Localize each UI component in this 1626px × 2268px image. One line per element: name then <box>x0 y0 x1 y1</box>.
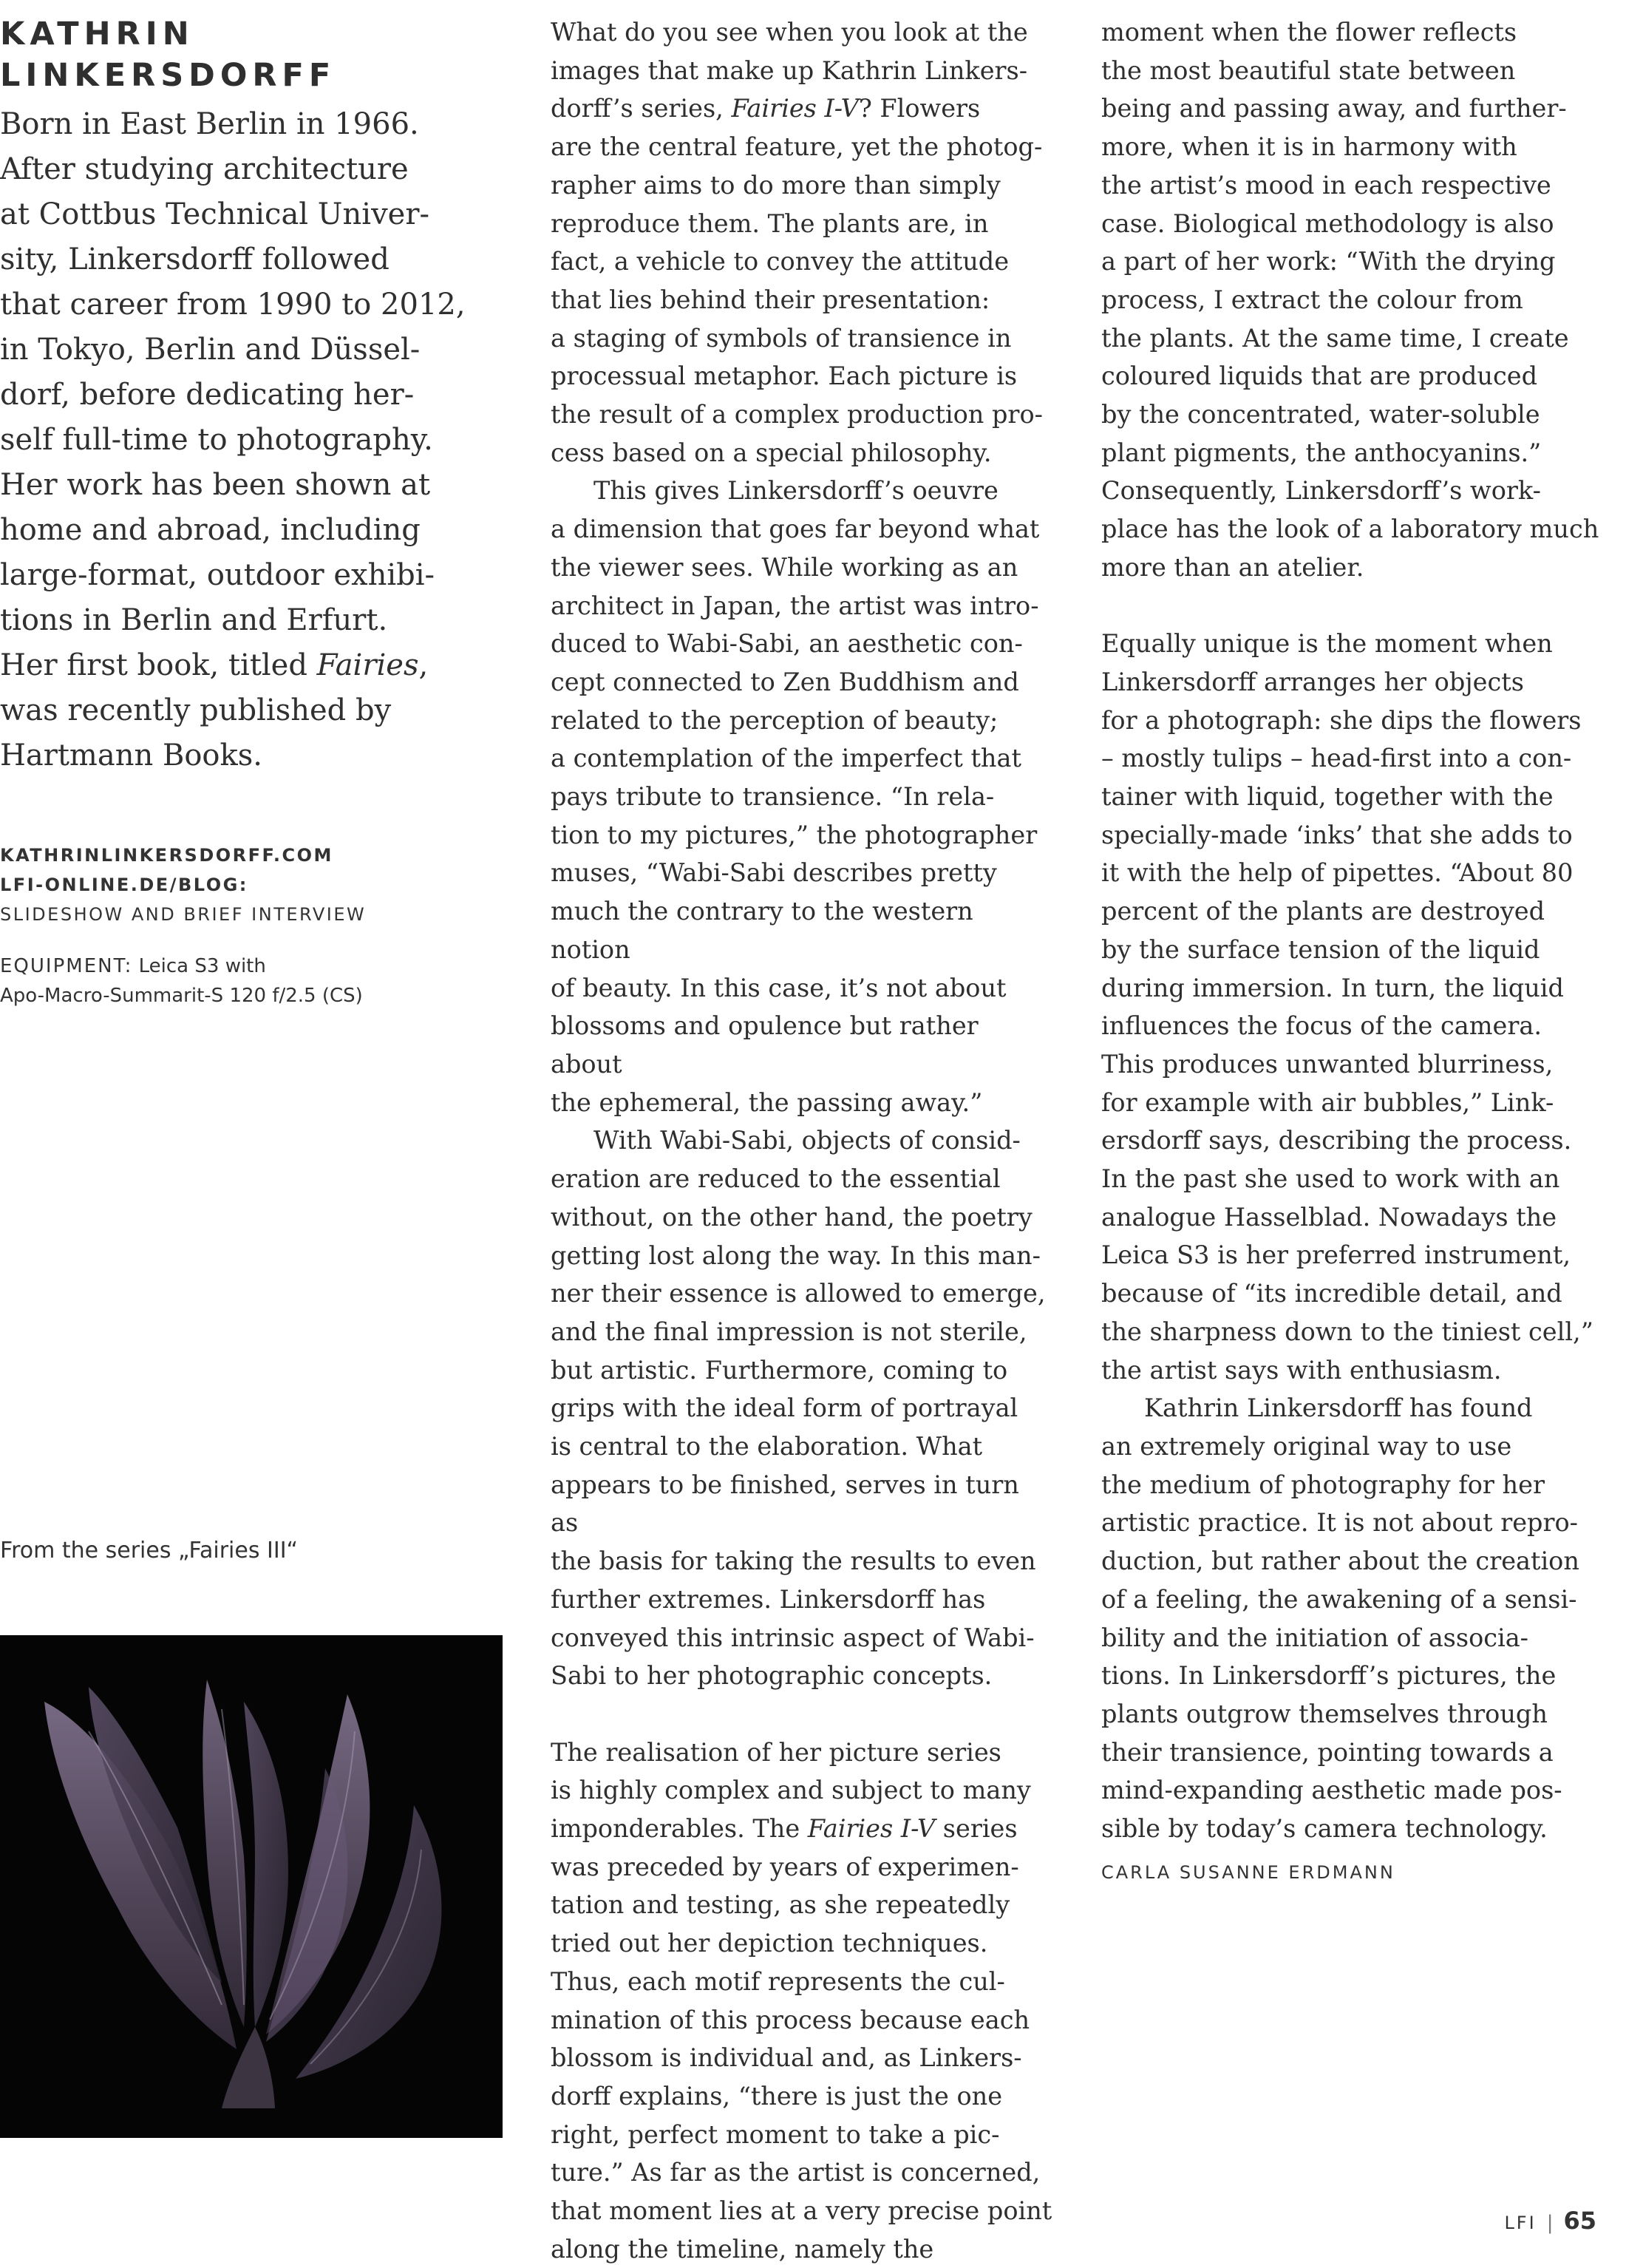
artist-bio <box>0 102 488 778</box>
text-line: an extremely original way to use <box>1101 1432 1512 1461</box>
text-line: the sharpness down to the tiniest cell,” <box>1101 1317 1593 1346</box>
text-line: architect in Japan, the artist was intro- <box>551 591 1039 620</box>
bio-line: at Cottbus Technical Univer- <box>0 197 429 231</box>
text-line: In the past she used to work with an <box>1101 1164 1560 1194</box>
text-line: it with the help of pipettes. “About 80 <box>1101 858 1574 888</box>
text-line: tion to my pictures,” the photographer <box>551 820 1038 849</box>
text-line: bility and the initiation of associa- <box>1101 1623 1529 1652</box>
text-line: artistic practice. It is not about repro- <box>1101 1508 1579 1538</box>
text-line: series <box>935 1814 1018 1844</box>
text-line: blossom is individual and, as Linkers- <box>551 2043 1022 2073</box>
text-line: for example with air bubbles,” Link- <box>1101 1087 1554 1117</box>
text-line: was preceded by years of experimen- <box>551 1852 1019 1881</box>
text-line: but artistic. Furthermore, coming to <box>551 1355 1008 1385</box>
text-line: being and passing away, and further- <box>1101 94 1567 123</box>
text-line: are the central feature, yet the photog- <box>551 132 1043 162</box>
text-line: ? Flowers <box>858 94 981 123</box>
text-line: more than an atelier. <box>1101 552 1364 582</box>
folio-separator: | <box>1546 2212 1554 2234</box>
text-line: place has the look of a laboratory much <box>1101 515 1599 544</box>
series-title: Fairies I-V <box>807 1814 936 1844</box>
text-line: the artist’s mood in each respective <box>1101 170 1551 200</box>
text-line: tions. In Linkersdorff’s pictures, the <box>1101 1661 1557 1691</box>
text-line: tainer with liquid, together with the <box>1101 782 1554 812</box>
text-line: ture.” As far as the artist is concerned, <box>551 2158 1041 2187</box>
text-line: pays tribute to transience. “In rela- <box>551 782 995 812</box>
bio-line: Her first book, titled <box>0 648 317 682</box>
text-line: sible by today’s camera technology. <box>1101 1814 1548 1844</box>
photo-caption: From the series „Fairies III“ <box>0 1538 299 1564</box>
text-line: conveyed this intrinsic aspect of Wabi- <box>551 1623 1035 1652</box>
text-line: of beauty. In this case, it’s not about <box>551 973 1007 1002</box>
artist-name-last: LINKERSDORFF <box>0 57 336 94</box>
text-line: a staging of symbols of transience in <box>551 323 1012 353</box>
equipment-camera: Leica S3 with <box>132 955 266 977</box>
bio-line: Her work has been shown at <box>0 468 431 502</box>
bio-line: , <box>418 648 429 682</box>
blog-link-description: SLIDESHOW AND BRIEF INTERVIEW <box>0 904 367 925</box>
equipment-info <box>0 951 488 1011</box>
text-line: the viewer sees. While working as an <box>551 552 1018 582</box>
text-line: rapher aims to do more than simply <box>551 170 1001 200</box>
text-line: – mostly tulips – head-first into a con- <box>1101 744 1572 773</box>
text-line: grips with the ideal form of portrayal <box>551 1393 1018 1423</box>
tulip-photograph <box>0 1635 503 2138</box>
text-line: analogue Hasselblad. Nowadays the <box>1101 1202 1557 1232</box>
text-line: images that make up Kathrin Linkers- <box>551 55 1028 85</box>
text-line: fact, a vehicle to convey the attitude <box>551 247 1010 276</box>
text-line: dorff’s series, <box>551 94 732 123</box>
text-line: influences the focus of the camera. <box>1101 1011 1542 1041</box>
text-line: of a feeling, the awakening of a sensi- <box>1101 1584 1577 1614</box>
text-line: a part of her work: “With the drying <box>1101 247 1556 276</box>
text-line: cess based on a special philosophy. <box>551 438 992 467</box>
text-line: the result of a complex production pro- <box>551 400 1043 430</box>
text-line: their transience, pointing towards a <box>1101 1737 1554 1767</box>
text-line: the ephemeral, the passing away.” <box>551 1087 983 1117</box>
paragraph-wabi-sabi <box>551 472 1053 1121</box>
text-line: muses, “Wabi-Sabi describes pretty <box>551 858 997 888</box>
text-line: that moment lies at a very precise point <box>551 2196 1052 2226</box>
text-line: a dimension that goes far beyond what <box>551 515 1040 544</box>
text-line: a contemplation of the imperfect that <box>551 744 1021 773</box>
artist-name-first: KATHRIN <box>0 16 194 52</box>
text-line: specially-made ‘inks’ that she adds to <box>1101 820 1573 849</box>
text-line: by the concentrated, water-soluble <box>1101 400 1540 430</box>
text-line: Kathrin Linkersdorff has found <box>1144 1393 1533 1423</box>
page-folio <box>1504 2207 1596 2235</box>
article-author: CARLA SUSANNE ERDMANN <box>1101 1861 1395 1883</box>
text-line: mination of this process because each <box>551 2005 1030 2034</box>
bio-line: dorf, before dedicating her- <box>0 378 415 412</box>
related-links <box>0 841 488 929</box>
bio-line: tions in Berlin and Erfurt. <box>0 603 388 637</box>
artist-sidebar <box>0 13 488 1011</box>
text-line: that lies behind their presentation: <box>551 285 990 314</box>
text-line: blossoms and opulence but rather about <box>551 1011 979 1079</box>
text-line: Consequently, Linkersdorff’s work- <box>1101 476 1541 506</box>
text-line: percent of the plants are destroyed <box>1101 897 1545 926</box>
text-line: more, when it is in harmony with <box>1101 132 1517 162</box>
article-column-1 <box>551 13 1053 2268</box>
text-line: processual metaphor. Each picture is <box>551 361 1018 391</box>
article-column-2 <box>1101 13 1604 1892</box>
artist-name <box>0 13 488 96</box>
text-line: appears to be finished, serves in turn as <box>551 1470 1019 1538</box>
text-line: coloured liquids that are produced <box>1101 361 1538 391</box>
text-line: the medium of photography for her <box>1101 1470 1545 1499</box>
paragraph-conclusion <box>1101 1389 1604 1847</box>
text-line: Sabi to her photographic concepts. <box>551 1661 993 1691</box>
equipment-lens: Apo-Macro-Summarit-S 120 f/2.5 (CS) <box>0 985 363 1007</box>
text-line: further extremes. Linkersdorff has <box>551 1584 986 1614</box>
text-line: Equally unique is the moment when <box>1101 629 1553 659</box>
text-line: mind-expanding aesthetic made pos- <box>1101 1776 1562 1805</box>
text-line: tried out her depiction techniques. <box>551 1929 988 1958</box>
tulip-illustration <box>0 1635 503 2138</box>
text-line: is highly complex and subject to many <box>551 1776 1031 1805</box>
text-line: process, I extract the colour from <box>1101 285 1523 314</box>
text-line: eration are reduced to the essential <box>551 1164 1001 1194</box>
website-link[interactable]: KATHRINLINKERSDORFF.COM <box>0 845 333 866</box>
bio-line: Hartmann Books. <box>0 739 262 773</box>
text-line: dorff explains, “there is just the one <box>551 2081 1003 2111</box>
text-line: tation and testing, as she repeatedly <box>551 1890 1010 1920</box>
text-line: moment when the flower reflects <box>1101 18 1517 47</box>
text-line: What do you see when you look at the <box>551 18 1028 47</box>
text-line: related to the perception of beauty; <box>551 705 999 735</box>
text-line: ersdorff says, describing the process. <box>1101 1126 1572 1155</box>
bio-line: Born in East Berlin in 1966. <box>0 107 419 141</box>
page-number: 65 <box>1563 2207 1596 2235</box>
text-line: duced to Wabi-Sabi, an aesthetic con- <box>551 629 1023 659</box>
text-line: Linkersdorff arranges her objects <box>1101 667 1524 696</box>
text-line: imponderables. The <box>551 1814 808 1844</box>
text-line: With Wabi-Sabi, objects of consid- <box>593 1126 1021 1155</box>
text-line: reproduce them. The plants are, in <box>551 208 989 238</box>
bio-line: in Tokyo, Berlin and Düssel- <box>0 333 421 367</box>
text-line: Thus, each motif represents the cul- <box>551 1966 1005 1996</box>
text-line: Leica S3 is her preferred instrument, <box>1101 1240 1571 1270</box>
text-line: right, perfect moment to take a pic- <box>551 2119 1000 2149</box>
blog-link[interactable]: LFI-ONLINE.DE/BLOG: <box>0 875 248 895</box>
text-line: for a photograph: she dips the flowers <box>1101 705 1582 735</box>
paragraph-intro <box>551 13 1053 472</box>
series-title: Fairies I-V <box>731 94 859 123</box>
text-line: the most beautiful state between <box>1101 55 1516 85</box>
text-line: This gives Linkersdorff’s oeuvre <box>593 476 999 506</box>
text-line: the artist says with enthusiasm. <box>1101 1355 1502 1385</box>
bio-line: sity, Linkersdorff followed <box>0 242 390 276</box>
text-line: the plants. At the same time, I create <box>1101 323 1569 353</box>
text-line: This produces unwanted blurriness, <box>1101 1049 1554 1079</box>
text-line: because of “its incredible detail, and <box>1101 1279 1562 1308</box>
text-line: is central to the elaboration. What <box>551 1432 983 1461</box>
text-line: by the surface tension of the liquid <box>1101 934 1540 964</box>
bio-line: was recently published by <box>0 693 392 727</box>
text-line: without, on the other hand, the poetry <box>551 1202 1033 1232</box>
text-line: much the contrary to the western notion <box>551 897 973 964</box>
bio-line: home and abroad, including <box>0 513 421 547</box>
text-line: duction, but rather about the creation <box>1101 1546 1579 1576</box>
text-line: case. Biological methodology is also <box>1101 208 1554 238</box>
text-line: and the final impression is not sterile, <box>551 1317 1027 1346</box>
paragraph-essence <box>551 1121 1053 1695</box>
text-line: cept connected to Zen Buddhism and <box>551 667 1019 696</box>
bio-line: self full-time to photography. <box>0 423 433 457</box>
bio-line: large-format, outdoor exhibi- <box>0 558 435 592</box>
text-line: along the timeline, namely the <box>551 2234 934 2264</box>
text-line: during immersion. In turn, the liquid <box>1101 973 1564 1002</box>
bio-line: that career from 1990 to 2012, <box>0 288 466 322</box>
book-title: Fairies <box>316 648 419 682</box>
equipment-label: EQUIPMENT: <box>0 955 133 977</box>
text-line: getting lost along the way. In this man- <box>551 1240 1041 1270</box>
paragraph-realisation <box>551 1734 1053 2268</box>
paragraph-process <box>1101 625 1604 1389</box>
bio-line: After studying architecture <box>0 152 409 186</box>
text-line: ner their essence is allowed to emerge, <box>551 1279 1046 1308</box>
text-line: plant pigments, the anthocyanins.” <box>1101 438 1542 467</box>
text-line: the basis for taking the results to even <box>551 1546 1036 1576</box>
text-line: The realisation of her picture series <box>551 1737 1001 1767</box>
paragraph-moment <box>1101 13 1604 587</box>
magazine-name: LFI <box>1504 2213 1537 2233</box>
text-line: plants outgrow themselves through <box>1101 1699 1548 1728</box>
